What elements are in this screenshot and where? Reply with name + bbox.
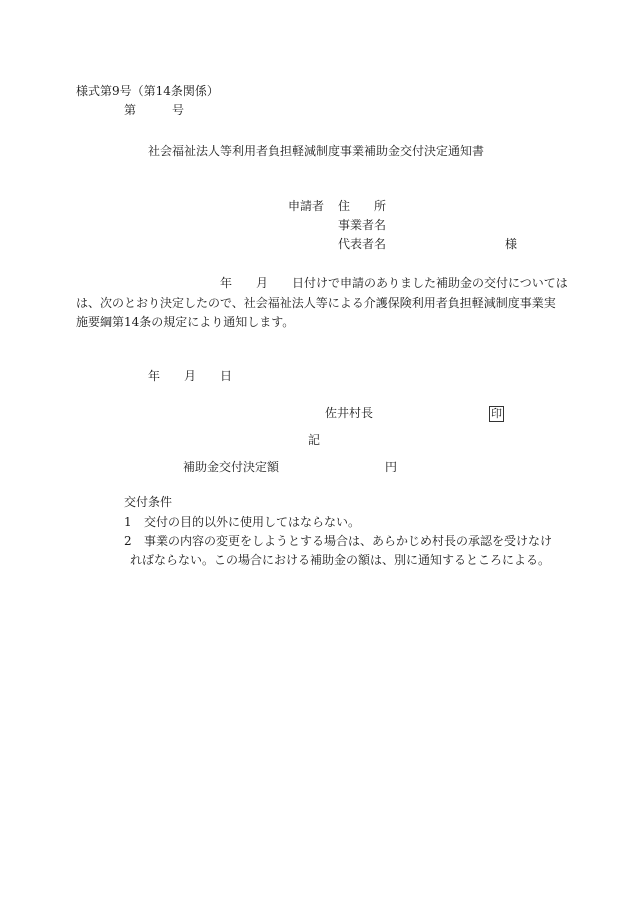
body-line-1: 日付けで申請のありました補助金の交付については [292, 276, 568, 290]
body-line-2: は、次のとおり決定したので、社会福祉法人等による介護保険利用者負担軽減制度事業実 [76, 296, 556, 310]
seal-mark: 印 [491, 407, 502, 420]
condition-2-text: 事業の内容の変更をしようとする場合は、あらかじめ村長の承認を受けなけ [144, 534, 553, 548]
notice-day: 日 [220, 369, 233, 383]
notice-month: 月 [184, 369, 197, 383]
body-month: 月 [256, 276, 269, 290]
condition-2-number: 2 [124, 534, 132, 548]
condition-2-continuation: ればならない。この場合における補助金の額は、別に通知するところによる。 [130, 553, 551, 567]
ki-heading: 記 [308, 433, 321, 447]
representative-label: 代表者名 [338, 237, 387, 251]
issuer-name: 佐井村長 [325, 406, 374, 420]
condition-1-text: 交付の目的以外に使用してはならない。 [144, 515, 361, 529]
doc-number-suffix: 号 [172, 103, 185, 117]
body-year: 年 [220, 276, 233, 290]
business-name-label: 事業者名 [338, 218, 387, 232]
honorific: 様 [505, 237, 518, 251]
notice-year: 年 [148, 369, 161, 383]
amount-label: 補助金交付決定額 [183, 460, 280, 474]
amount-unit: 円 [385, 460, 398, 474]
body-line-3: 施要綱第14条の規定により通知します。 [76, 315, 295, 329]
doc-number-prefix: 第 [124, 103, 137, 117]
conditions-heading: 交付条件 [124, 495, 173, 509]
form-number: 様式第9号（第14条関係） [76, 84, 219, 98]
condition-1-number: 1 [124, 515, 132, 529]
applicant-label: 申請者 [288, 199, 325, 213]
address-label: 住 所 [338, 199, 387, 213]
document-title: 社会福祉法人等利用者負担軽減制度事業補助金交付決定通知書 [148, 144, 485, 158]
